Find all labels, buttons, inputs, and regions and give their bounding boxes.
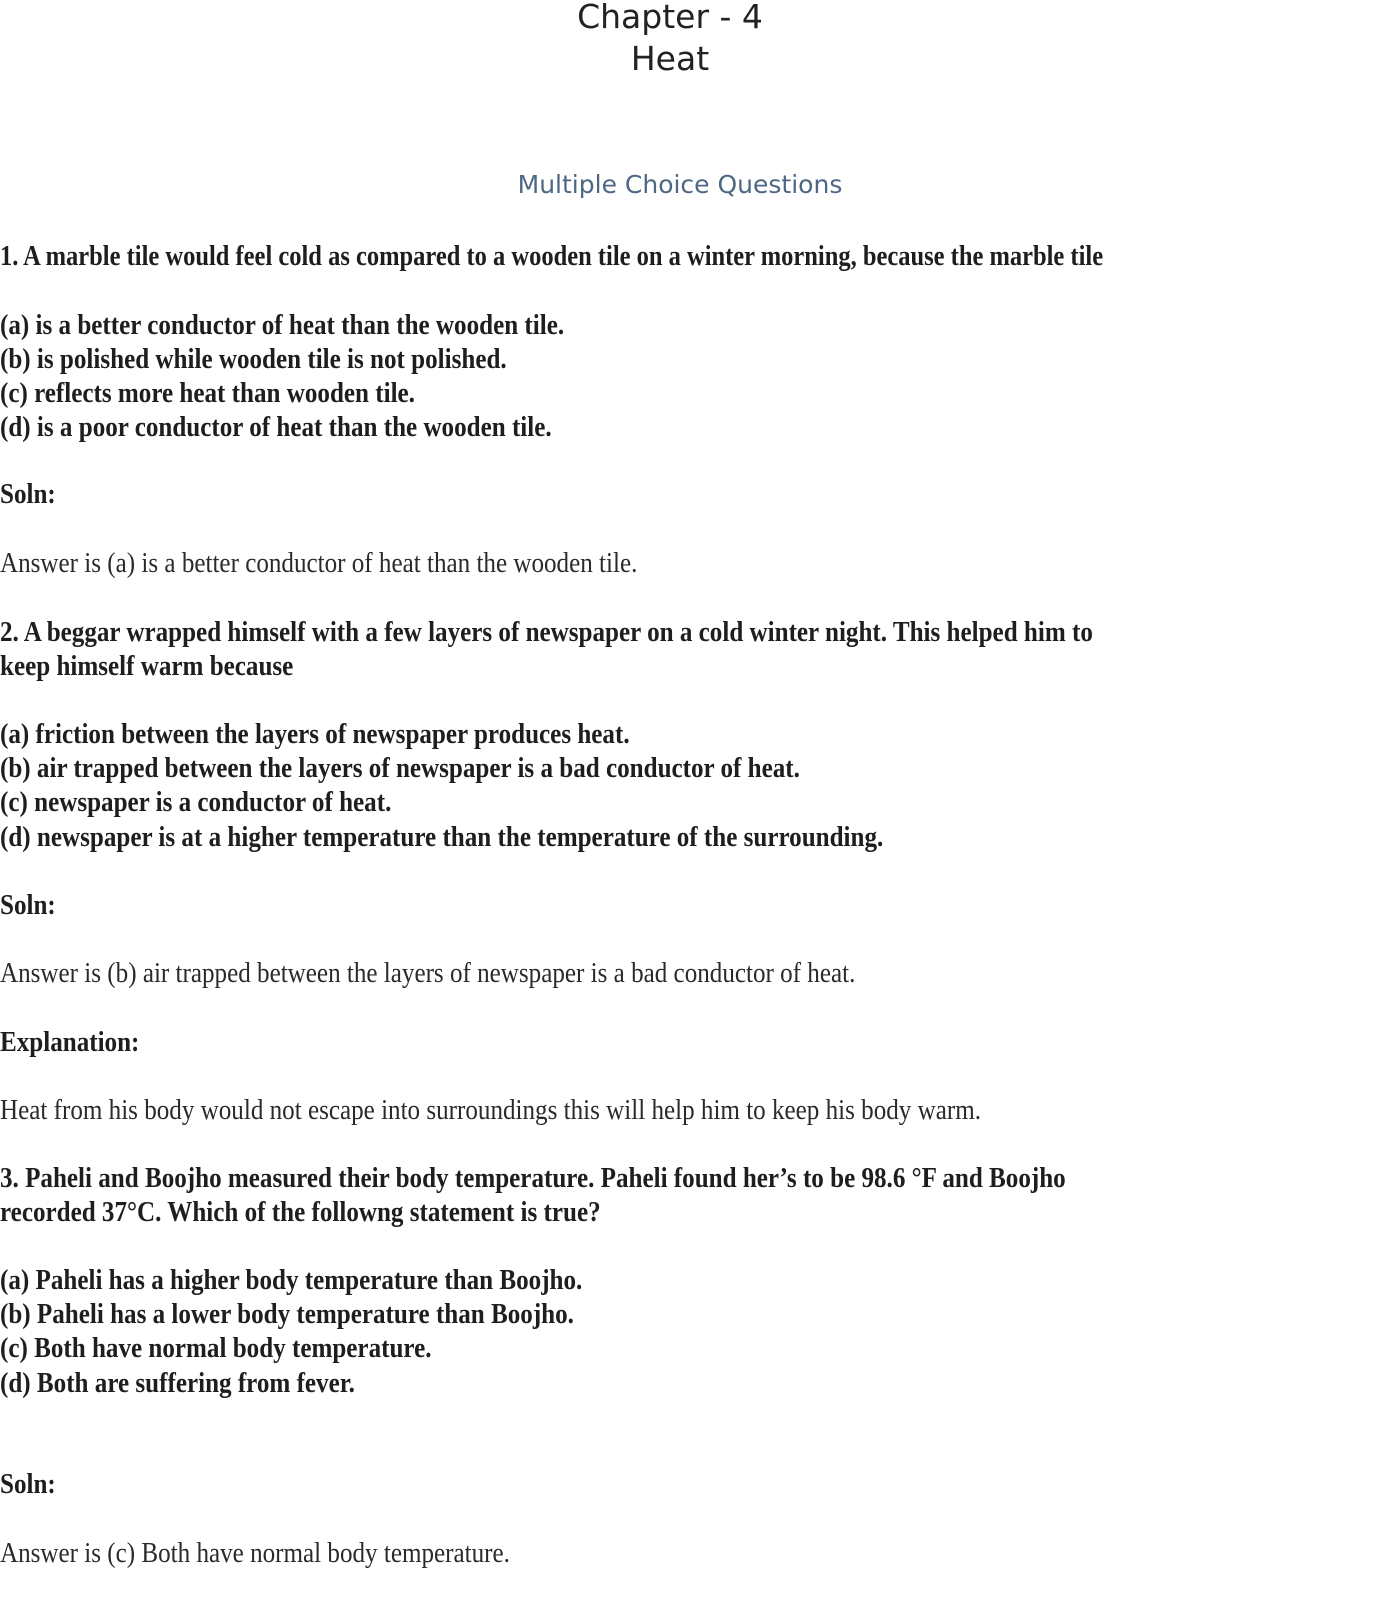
option-d: (d) is a poor conductor of heat than the wooden tile. <box>0 411 552 443</box>
explanation-label: Explanation: <box>0 1026 140 1058</box>
question-text: 1. A marble tile would feel cold as compared to a wooden tile on a winter morning, because the marble tile <box>0 240 1104 272</box>
answer-text: Answer is (a) is a better conductor of heat than the wooden tile. <box>0 547 638 579</box>
question-text: 3. Paheli and Boojho measured their body temperature. Paheli found her’s to be 98.6 °F and Boojho <box>0 1162 1066 1194</box>
option-a: (a) is a better conductor of heat than the wooden tile. <box>0 309 565 341</box>
section-heading: Multiple Choice Questions <box>517 170 843 199</box>
solution-label: Soln: <box>0 1468 56 1500</box>
question-text-continued: keep himself warm because <box>0 650 294 682</box>
chapter-heading: Chapter - 4 <box>577 0 763 36</box>
explanation-text: Heat from his body would not escape into surroundings this will help him to keep his body warm. <box>0 1094 981 1126</box>
option-b: (b) Paheli has a lower body temperature than Boojho. <box>0 1298 574 1330</box>
option-a: (a) Paheli has a higher body temperature than Boojho. <box>0 1264 583 1296</box>
answer-text: Answer is (c) Both have normal body temperature. <box>0 1537 510 1569</box>
option-d: (d) Both are suffering from fever. <box>0 1367 355 1399</box>
question-text-continued: recorded 37°C. Which of the followng statement is true? <box>0 1196 601 1228</box>
option-d: (d) newspaper is at a higher temperature than the temperature of the surrounding. <box>0 821 884 853</box>
option-a: (a) friction between the layers of newspaper produces heat. <box>0 718 630 750</box>
option-c: (c) Both have normal body temperature. <box>0 1332 432 1364</box>
solution-label: Soln: <box>0 478 56 510</box>
solution-label: Soln: <box>0 889 56 921</box>
answer-text: Answer is (b) air trapped between the layers of newspaper is a bad conductor of heat. <box>0 957 856 989</box>
option-b: (b) is polished while wooden tile is not polished. <box>0 343 507 375</box>
option-b: (b) air trapped between the layers of newspaper is a bad conductor of heat. <box>0 752 800 784</box>
chapter-title: Heat <box>630 39 710 78</box>
option-c: (c) newspaper is a conductor of heat. <box>0 786 392 818</box>
option-c: (c) reflects more heat than wooden tile. <box>0 377 415 409</box>
question-text: 2. A beggar wrapped himself with a few layers of newspaper on a cold winter night. This helped him to <box>0 616 1093 648</box>
